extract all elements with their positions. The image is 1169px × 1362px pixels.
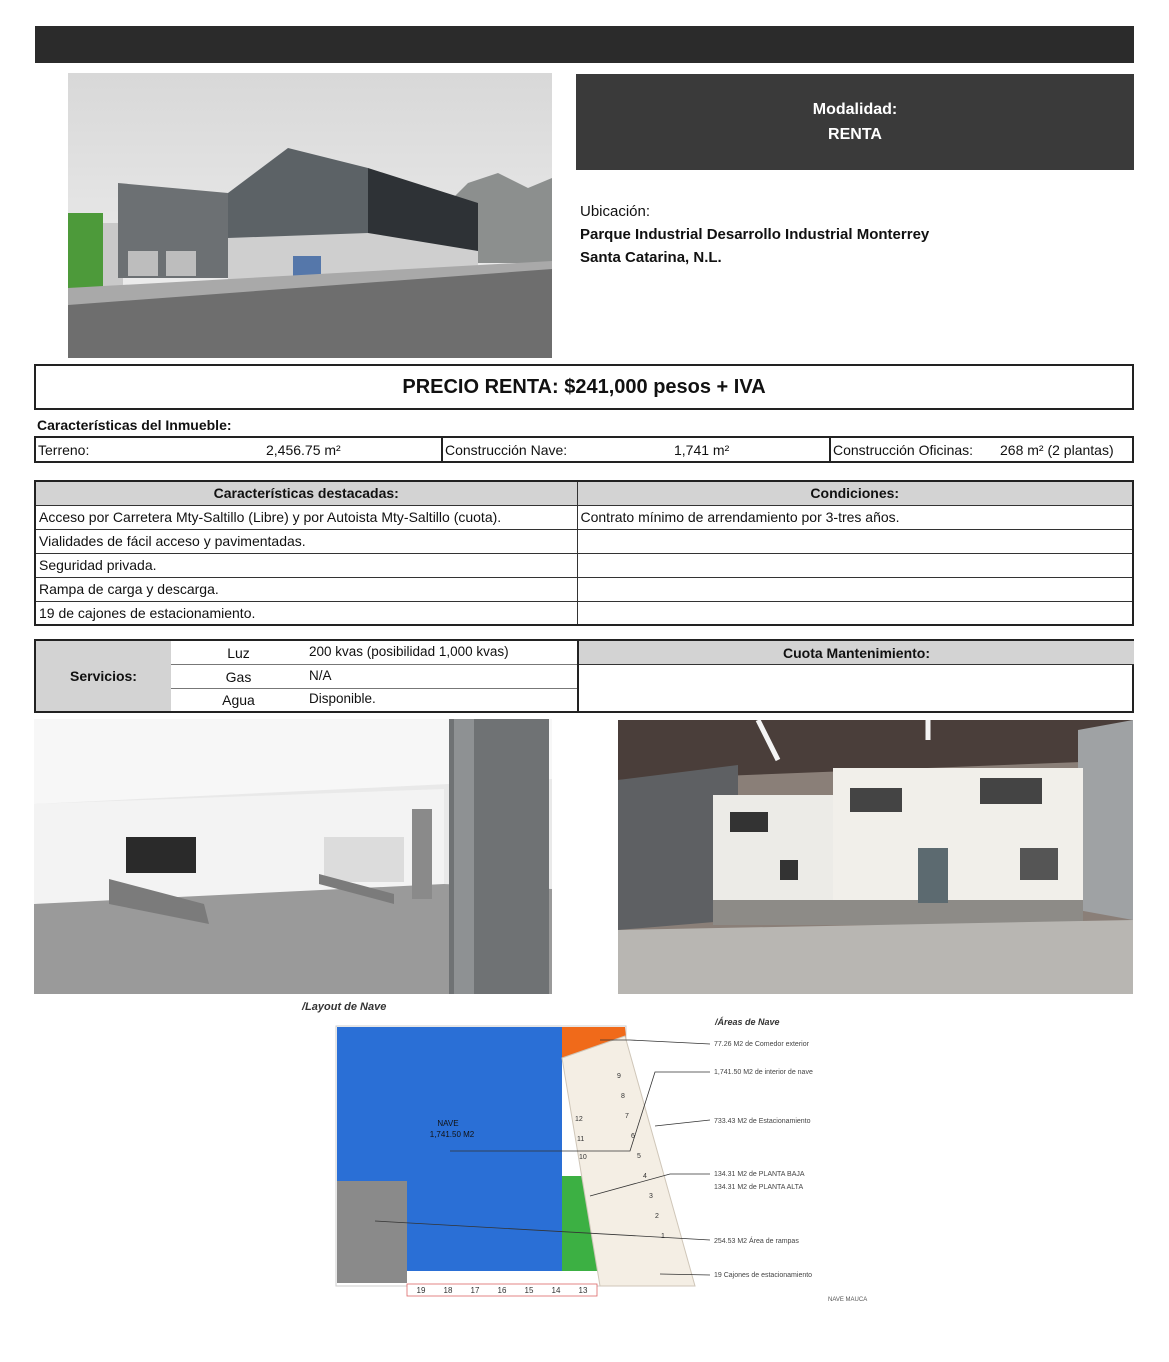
ubicacion-line2: Santa Catarina, N.L. — [580, 249, 722, 266]
destacada-item: Seguridad privada. — [35, 553, 577, 577]
rampas-area — [337, 1181, 407, 1283]
interior-office-photo — [34, 719, 552, 994]
ubicacion-label: Ubicación: — [580, 203, 651, 220]
layout-plan — [300, 996, 870, 1316]
stall-label: 10 — [579, 1154, 587, 1161]
exterior-photo — [68, 73, 552, 358]
table-row — [35, 601, 1133, 625]
divider — [829, 438, 831, 461]
area-item: 19 Cajones de estacionamiento — [714, 1272, 813, 1279]
warehouse-interior-photo — [618, 720, 1133, 994]
ubicacion-line1: Parque Industrial Desarrollo Industrial Monterrey — [580, 226, 930, 243]
servicio-name: Luz — [227, 645, 250, 661]
condicion-empty — [577, 529, 1133, 553]
servicio-value: Disponible. — [309, 691, 376, 706]
terreno-value: 2,456.75 m² — [266, 442, 341, 458]
stall-label: 9 — [617, 1073, 621, 1080]
stall-label: 1 — [661, 1233, 665, 1240]
areas-legend — [714, 1041, 813, 1279]
servicios-label: Servicios: — [36, 641, 171, 711]
area-item: 733.43 M2 de Estacionamiento — [714, 1118, 811, 1125]
destacada-item: Acceso por Carretera Mty-Saltillo (Libre) y por Autoista Mty-Saltillo (cuota). — [35, 505, 577, 529]
destacadas-table — [34, 480, 1134, 626]
servicios-block — [34, 639, 1134, 713]
bottom-stalls — [407, 1284, 597, 1296]
stall-label: 2 — [655, 1213, 659, 1220]
destacada-item: Rampa de carga y descarga. — [35, 577, 577, 601]
stall-label: 8 — [621, 1093, 625, 1100]
stall-label: 13 — [578, 1286, 588, 1295]
layout-title: /Layout de Nave — [302, 1001, 387, 1013]
modalidad-label: Modalidad: — [812, 101, 898, 118]
areas-title: /Áreas de Nave — [715, 1017, 780, 1027]
servicio-name: Agua — [222, 692, 255, 708]
condiciones-header: Condiciones: — [577, 481, 1133, 505]
modalidad-box — [576, 74, 1134, 170]
divider — [441, 438, 443, 461]
stall-label: 17 — [470, 1286, 480, 1295]
stall-label: 4 — [643, 1173, 647, 1180]
area-item: 254.53 M2 Área de rampas — [714, 1238, 799, 1245]
nave-value: 1,741 m² — [674, 442, 730, 458]
cuota-mantenimiento-header: Cuota Mantenimiento: — [579, 641, 1134, 665]
condicion-empty — [577, 601, 1133, 625]
plan-footer: NAVE MAUCA — [828, 1297, 868, 1303]
stall-label: 15 — [524, 1286, 534, 1295]
table-row — [35, 529, 1133, 553]
caracteristicas-row — [34, 436, 1134, 463]
stall-label: 18 — [443, 1286, 453, 1295]
destacada-item: 19 de cajones de estacionamiento. — [35, 601, 577, 625]
table-row — [35, 577, 1133, 601]
servicio-row — [171, 665, 577, 689]
area-item: 134.31 M2 de PLANTA ALTA — [714, 1184, 804, 1191]
area-item: 1,741.50 M2 de interior de nave — [714, 1069, 813, 1076]
stall-label: 14 — [551, 1286, 561, 1295]
modalidad-value: RENTA — [828, 126, 882, 143]
servicio-value: 200 kvas (posibilidad 1,000 kvas) — [309, 644, 509, 659]
oficinas-label: Construcción Oficinas: — [833, 442, 974, 458]
terreno-label: Terreno: — [38, 442, 90, 458]
table-row — [35, 505, 1133, 529]
destacadas-header: Características destacadas: — [35, 481, 577, 505]
price-banner: PRECIO RENTA: $241,000 pesos + IVA — [34, 364, 1134, 410]
oficinas-value: 268 m² (2 plantas) — [1000, 442, 1114, 458]
top-banner-bar — [35, 26, 1134, 63]
stall-label: 5 — [637, 1153, 641, 1160]
area-item: 77.26 M2 de Comedor exterior — [714, 1041, 809, 1048]
stall-label: 3 — [649, 1193, 653, 1200]
condicion-empty — [577, 577, 1133, 601]
condicion-item: Contrato mínimo de arrendamiento por 3-tres años. — [577, 505, 1133, 529]
stall-label: 12 — [575, 1116, 583, 1123]
nave-area-label: 1,741.50 M2 — [429, 1130, 475, 1139]
stall-label: 7 — [625, 1113, 629, 1120]
servicio-row — [171, 641, 577, 665]
table-row — [35, 553, 1133, 577]
nave-label: Construcción Nave: — [445, 442, 568, 458]
area-item: 134.31 M2 de PLANTA BAJA — [714, 1171, 805, 1178]
servicio-value: N/A — [309, 668, 332, 683]
ubicacion-block — [580, 200, 929, 269]
condicion-empty — [577, 553, 1133, 577]
servicio-name: Gas — [225, 669, 252, 685]
servicio-row — [171, 688, 577, 712]
stall-label: 19 — [416, 1286, 426, 1295]
caracteristicas-title: Características del Inmueble: — [37, 417, 232, 433]
destacada-item: Vialidades de fácil acceso y pavimentadas. — [35, 529, 577, 553]
stall-label: 16 — [497, 1286, 507, 1295]
nave-label: NAVE — [437, 1119, 459, 1128]
stall-label: 11 — [577, 1136, 585, 1143]
stall-label: 6 — [631, 1133, 635, 1140]
